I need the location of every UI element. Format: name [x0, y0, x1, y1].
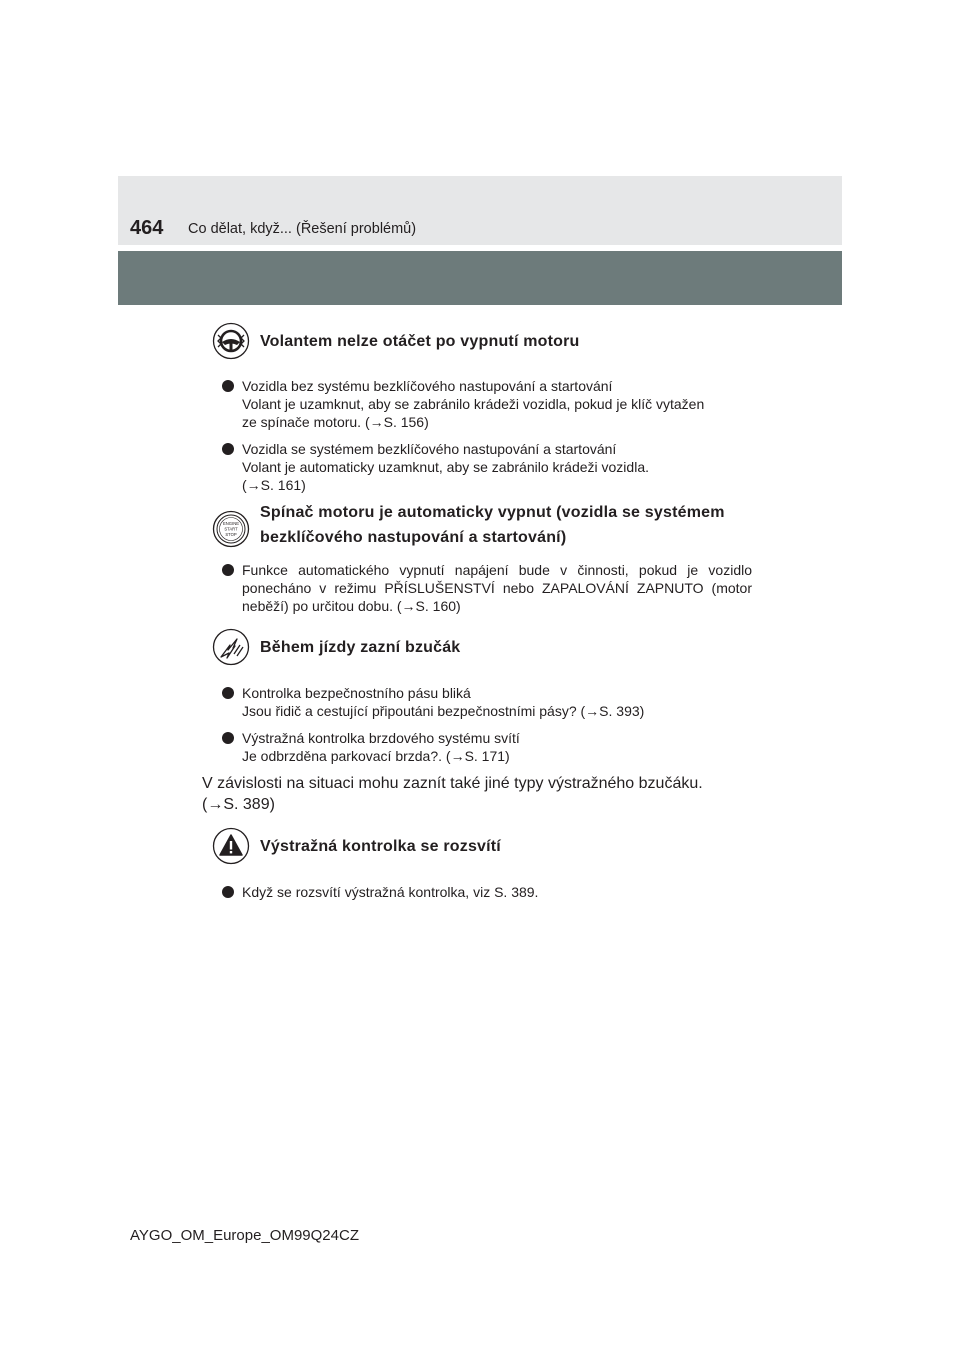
engine-start-stop-icon [212, 510, 250, 548]
list-item: Vozidla se systémem bezklíčového nastupování a startování Volant je automaticky uzamknut, aby se zabránilo krádeži vozidla. (→S. 161) [212, 440, 752, 494]
bullet-icon [222, 564, 234, 576]
list-item: Funkce automatického vypnutí napájení bude v činnosti, pokud je vozidlo ponecháno v režimu PŘÍSLUŠENSTVÍ nebo ZAPALOVÁNÍ ZAPNUTO (motor neběží) po určitou dobu. (→S. 160) [212, 561, 752, 615]
page-number: 464 [130, 217, 164, 239]
section-tab-band [118, 251, 842, 305]
bullet-icon [222, 443, 234, 455]
page-content [202, 322, 752, 901]
list-item: Kontrolka bezpečnostního pásu bliká Jsou řidič a cestující připoutáni bezpečnostními pásy? (→S. 393) [212, 684, 752, 720]
running-title: Co dělat, když... (Řešení problémů) [188, 221, 417, 237]
section-buzzer [202, 628, 752, 815]
section-title: Během jízdy zazní bzučák [260, 639, 461, 656]
section-title: Volantem nelze otáčet po vypnutí motoru [260, 333, 580, 350]
list-item: Když se rozsvítí výstražná kontrolka, viz S. 389. [212, 883, 752, 901]
section-heading [212, 827, 752, 865]
buzzer-icon [212, 628, 250, 666]
section-heading [212, 628, 752, 666]
svg-text:START: START [224, 526, 238, 532]
svg-text:STOP: STOP [225, 532, 237, 537]
warning-triangle-icon [212, 827, 250, 865]
list-item: Výstražná kontrolka brzdového systému svítí Je odbrzděna parkovací brzda?. (→S. 171) [212, 729, 752, 765]
bullet-icon [222, 886, 234, 898]
note-paragraph: V závislosti na situaci mohu zaznít také jiné typy výstražného bzučáku. (→S. 389) [202, 775, 703, 813]
section-steering-lock [212, 322, 752, 494]
document-code: AYGO_OM_Europe_OM99Q24CZ [130, 1227, 359, 1244]
section-title: Spínač motoru je automaticky vypnut (vozidla se systémem bezklíčového nastupování a startování) [260, 504, 725, 546]
bullet-icon [222, 732, 234, 744]
svg-text:ENGINE: ENGINE [222, 521, 240, 526]
section-heading [212, 500, 752, 550]
bullet-icon [222, 687, 234, 699]
section-engine-switch-off [212, 500, 752, 615]
list-item: Vozidla bez systému bezklíčového nastupování a startování Volant je uzamknut, aby se zabránilo krádeži vozidla, pokud je klíč vytažen ze spínače motoru. (→S. 156) [212, 377, 752, 431]
section-warning-light [212, 827, 752, 901]
steering-lock-icon [212, 322, 250, 360]
bullet-icon [222, 380, 234, 392]
section-title: Výstražná kontrolka se rozsvítí [260, 838, 501, 855]
section-heading [212, 322, 752, 360]
